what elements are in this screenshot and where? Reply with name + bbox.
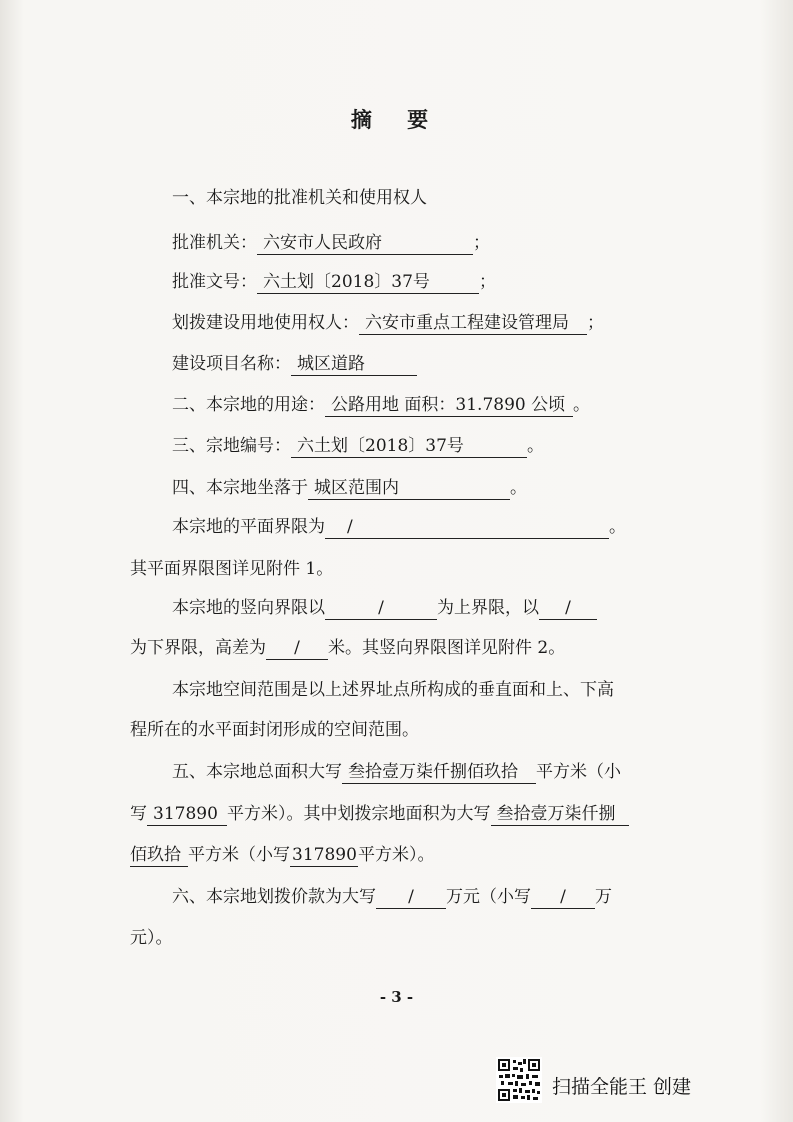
land-user-row xyxy=(172,311,604,335)
total-area-row-2 xyxy=(130,802,629,826)
approval-doc-row xyxy=(172,270,496,294)
plane-lead: 本宗地的平面界限为 xyxy=(172,517,325,537)
authority-value: 六安市人民政府 xyxy=(257,232,473,255)
space-scope-line-1: 本宗地空间范围是以上述界址点所构成的垂直面和上、下高 xyxy=(172,680,614,700)
allocated-area-mid: 平方米（小写 xyxy=(188,845,290,865)
project-value: 城区道路 xyxy=(291,353,417,376)
lower-boundary-value: / xyxy=(539,597,597,620)
location-label: 四、本宗地坐落于 xyxy=(172,478,308,498)
page-number: - 3 - xyxy=(379,988,414,1006)
land-use-row xyxy=(172,393,590,417)
allocation-price-row xyxy=(172,885,612,909)
vertical-boundary-row-2 xyxy=(130,636,565,660)
authority-label: 批准机关： xyxy=(172,233,257,253)
height-diff-value: / xyxy=(266,637,328,660)
total-area-lead: 五、本宗地总面积大写 xyxy=(172,762,342,782)
allocated-area-caps-2: 佰玖拾 xyxy=(130,844,188,867)
area-label: 面积： xyxy=(404,395,456,415)
qr-code-icon xyxy=(496,1057,542,1103)
parcel-number-end: 。 xyxy=(527,436,544,456)
location-end: 。 xyxy=(510,478,527,498)
project-label: 建设项目名称： xyxy=(172,354,291,374)
approval-authority-row xyxy=(172,231,490,255)
land-use-label: 二、本宗地的用途： xyxy=(172,395,325,415)
plane-end: 。 xyxy=(609,517,626,537)
total-area-line2-lead: 写 xyxy=(130,804,147,824)
price-end: 万 xyxy=(595,887,612,907)
land-use-end: 。 xyxy=(573,395,590,415)
project-name-row xyxy=(172,352,417,376)
total-area-line2-mid: 平方米）。其中划拨宗地面积为大写 xyxy=(227,804,491,824)
price-caps-value: / xyxy=(376,886,446,909)
land-user-value: 六安市重点工程建设管理局 xyxy=(359,312,587,335)
price-lead: 六、本宗地划拨价款为大写 xyxy=(172,887,376,907)
area-value: 31.7890 xyxy=(455,395,526,415)
land-use-fill xyxy=(325,394,573,417)
plane-attachment-note: 其平面界限图详见附件 1。 xyxy=(130,559,334,579)
land-user-label: 划拨建设用地使用权人： xyxy=(172,313,359,333)
vertical-boundary-row xyxy=(172,596,597,620)
plane-value: / xyxy=(325,516,609,539)
land-use-value: 公路用地 xyxy=(331,395,399,415)
doc-no-end: ； xyxy=(479,272,496,292)
price-num-value: / xyxy=(531,886,595,909)
allocation-price-row-2: 元）。 xyxy=(130,928,173,948)
section-1-heading: 一、本宗地的批准机关和使用权人 xyxy=(172,188,427,208)
price-mid: 万元（小写 xyxy=(446,887,531,907)
plane-boundary-row xyxy=(172,515,626,539)
page-title: 摘 要 xyxy=(350,107,443,132)
doc-no-value: 六土划〔2018〕37号 xyxy=(257,271,479,294)
upper-boundary-value: / xyxy=(325,597,437,620)
parcel-number-row xyxy=(172,434,544,458)
total-area-row-1 xyxy=(172,760,621,784)
authority-end: ； xyxy=(473,233,490,253)
doc-no-label: 批准文号： xyxy=(172,272,257,292)
vertical-tail: 米。其竖向界限图详见附件 2。 xyxy=(328,638,566,658)
scanner-watermark: 扫描全能王 创建 xyxy=(552,1076,692,1098)
lower-lead: 为下界限，高差为 xyxy=(130,638,266,658)
location-row xyxy=(172,476,527,500)
land-user-end: ； xyxy=(587,313,604,333)
vertical-mid: 为上界限，以 xyxy=(437,598,539,618)
allocated-area-caps-1: 叁拾壹万柒仟捌 xyxy=(491,803,629,826)
parcel-number-value: 六土划〔2018〕37号 xyxy=(291,435,527,458)
allocated-area-end: 平方米）。 xyxy=(358,845,435,865)
allocated-area-number: 317890 xyxy=(292,845,357,865)
space-scope-line-2: 程所在的水平面封闭形成的空间范围。 xyxy=(130,720,419,740)
total-area-unit-open: 平方米（小 xyxy=(536,762,621,782)
location-value: 城区范围内 xyxy=(308,477,510,500)
area-unit: 公顷 xyxy=(531,395,566,415)
total-area-caps: 叁拾壹万柒仟捌佰玖拾 xyxy=(342,761,536,784)
parcel-number-label: 三、宗地编号： xyxy=(172,436,291,456)
total-area-number: 317890 xyxy=(147,803,227,826)
total-area-row-3 xyxy=(130,843,435,867)
vertical-lead: 本宗地的竖向界限以 xyxy=(172,598,325,618)
